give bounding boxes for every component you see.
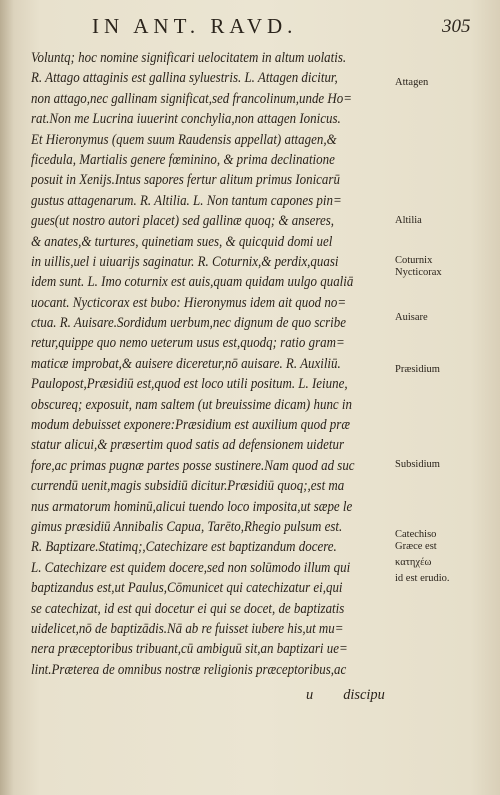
- text-line: in uillis,uel i uiuarijs saginatur. R. Coturnix,& perdix,quasi: [31, 253, 339, 270]
- text-line: lint.Præterea de omnibus nostræ religionis præceptoribus,ac: [31, 661, 347, 678]
- margin-note-praesidium: Præsidium: [395, 364, 440, 375]
- margin-note-altilia: Altilia: [395, 215, 422, 226]
- margin-note-id-est-erudio: id est erudio.: [395, 573, 450, 584]
- margin-note-graece-est: Græce est: [395, 541, 437, 552]
- text-line: uocant. Nycticorax est bubo: Hieronymus idem ait quod no=: [31, 294, 347, 311]
- margin-note-greek-word: κατηχέω: [395, 557, 432, 568]
- page-header: [0, 6, 500, 46]
- text-line: currendū uenit,magis subsidiū dicitur.Præsidiū quoq;,est ma: [31, 478, 345, 495]
- running-head: IN ANT. RAVD.: [92, 14, 298, 38]
- margin-note-catechiso: Catechiso: [395, 529, 437, 540]
- text-line: L. Catechizare est quidem docere,sed non solūmodo illum qui: [31, 559, 351, 576]
- text-line: idem sunt. L. Imo coturnix est auis,quam quidam uulgo qualiā: [31, 274, 354, 291]
- text-line: obscureq; exposuit, nam saltem (ut breuissime dicam) hunc in: [31, 396, 352, 413]
- text-line: R. Attago attaginis est gallina syluestris. L. Attagen dicitur,: [31, 70, 338, 87]
- text-line: fore,ac primas pugnæ partes posse sustinere.Nam quod ad suc: [31, 457, 355, 474]
- text-line: R. Baptizare.Statimq;,Catechizare est baptizandum docere.: [31, 539, 337, 556]
- margin-note-attagen: Attagen: [395, 77, 429, 88]
- text-line: Paulopost,Præsidiū est,quod est loco utili positum. L. Ieiune,: [31, 376, 348, 393]
- text-line: baptizandus est,ut Paulus,Cōmunicet qui catechizatur ei,qui: [31, 580, 343, 597]
- text-line: se catechizat, id est qui docetur ei qui se docet, de baptizatis: [31, 600, 345, 617]
- text-line: Voluntq; hoc nomine significari uelocitatem in altum uolatis.: [31, 50, 347, 66]
- text-line: gues(ut nostro autori placet) sed gallinæ quoq; & anseres,: [31, 213, 335, 230]
- text-line: nus armatorum hominū,alicui tuendo loco imposita,ut sæpe le: [31, 498, 353, 515]
- catchword-line: [306, 687, 385, 704]
- text-line: posuit in Xenijs.Intus sapores fertur alitum primus Ionicarū: [31, 172, 340, 189]
- text-line: ctua. R. Auisare.Sordidum uerbum,nec dignum de quo scribe: [31, 315, 346, 332]
- signature-mark: u: [306, 687, 314, 703]
- text-line: & anates,& turtures, quinetiam sues, & quicquid domi uel: [31, 233, 333, 250]
- margin-note-subsidium: Subsidium: [395, 459, 440, 470]
- text-line: nera præceptoribus tribuant,cū ambiguū sit,an baptizari ue=: [31, 641, 348, 658]
- text-line: rat.Non me Lucrina iuuerint conchylia,non attagen Ionicus.: [31, 111, 341, 128]
- text-line: retur,quippe quo nemo ueterum usus est,quodq; ratio gram=: [31, 335, 345, 352]
- text-line: Et Hieronymus (quem suum Raudensis appellat) attagen,&: [31, 131, 337, 148]
- text-line: gustus attagenarum. R. Altilia. L. Non tantum capones pin=: [31, 192, 342, 209]
- catchword: discipu: [343, 687, 385, 703]
- main-text-block: [31, 48, 391, 680]
- page-number: 305: [442, 16, 471, 37]
- text-line: statur alicui,& præsertim quod satis ad defensionem uidetur: [31, 437, 345, 454]
- margin-note-coturnix: Coturnix: [395, 255, 433, 266]
- text-line: non attago,nec gallinam significat,sed francolinum,unde Ho=: [31, 90, 352, 107]
- text-line: maticæ improbat,& auisere diceretur,nō auisare. R. Auxiliū.: [31, 355, 341, 372]
- margin-note-nycticorax: Nycticorax: [395, 267, 442, 278]
- text-line: ficedula, Martialis genere fœminino, & prima declinatione: [31, 151, 335, 168]
- text-line: gimus præsidiū Annibalis Capua, Tarēto,Rhegio pulsum est.: [31, 518, 343, 535]
- text-line: uidelicet,nō de baptizādis.Nā ab re fuisset iubere his,ut mu=: [31, 620, 344, 637]
- margin-note-auisare: Auisare: [395, 312, 428, 323]
- text-line: modum debuisset exponere:Præsidium est auxilium quod præ: [31, 417, 350, 434]
